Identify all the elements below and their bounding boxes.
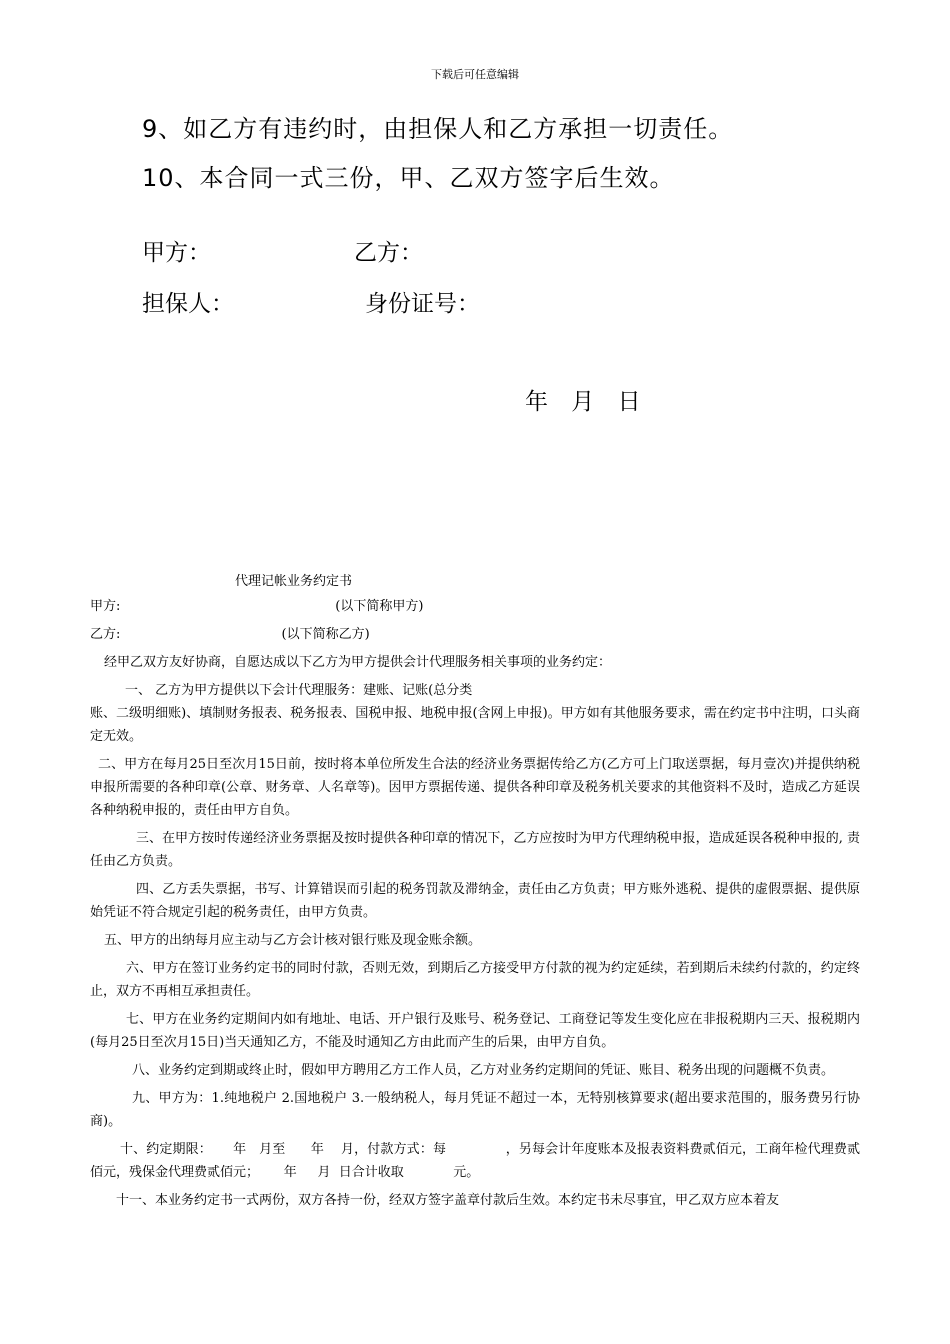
clause-2: 二、甲方在每月25日至次月15日前，按时将本单位所发生合法的经济业务票据传给乙方(乙方可上门取送票据，每月壹次)并提供纳税申报所需要的各种印章(公章、财务章、人名章等)。因甲方票据传递、提供各种印章及税务机关要求的其他资料不及时，造成乙方延误各种纳税申报的，责任由甲方自负。 (90, 757, 860, 818)
header-note: 下载后可任意编辑 (431, 68, 519, 81)
party-a-line: 甲方: (以下简称甲方) (90, 599, 424, 614)
clause-1-line: 一、 乙方为甲方提供以下会计代理服务：建账、记账(总分类 (125, 683, 473, 698)
clause-6: 六、甲方在签订业务约定书的同时付款，否则无效，到期后乙方接受甲方付款的视为约定延续，若到期后未续约付款的，约定终止，双方不再相互承担责任。 (90, 961, 860, 999)
clause-9-agreement: 九、甲方为：1.纯地税户 2.国地税户 3.一般纳税人，每月凭证不超过一本，无特别核算要求(超出要求范围的，服务费另行协商)。 (90, 1091, 860, 1129)
clause-10-agreement: 十、约定期限： 年 月至 年 月，付款方式：每 ，另每会计年度账本及报表资料费贰佰元，工商年检代理费贰佰元，残保金代理费贰佰元； 年 月 日合计收取 元。 (90, 1142, 860, 1180)
clause-7: 七、甲方在业务约定期间内如有地址、电话、开户银行及账号、税务登记、工商登记等发生变化应在非报税期内三天、报税期内(每月25日至次月15日)当天通知乙方，不能及时通知乙方由此而产生的后果，由甲方自负。 (90, 1012, 860, 1050)
intro-paragraph: 经甲乙双方友好协商，自愿达成以下乙方为甲方提供会计代理服务相关事项的业务约定： (104, 655, 612, 670)
clause-9: 9、如乙方有违约时，由担保人和乙方承担一切责任。 (142, 115, 734, 143)
party-b-label: 乙方： (354, 240, 423, 266)
clause-11-agreement: 十一、本业务约定书一式两份，双方各持一份，经双方签字盖章付款后生效。本约定书未尽事宜，甲乙双方应本着友 (116, 1193, 780, 1208)
clause-8: 八、业务约定到期或终止时，假如甲方聘用乙方工作人员，乙方对业务约定期间的凭证、账目、税务出现的问题概不负责。 (132, 1063, 835, 1078)
date-line: 年 月 日 (525, 389, 649, 415)
clause-5: 五、甲方的出纳每月应主动与乙方会计核对银行账及现金账余额。 (104, 933, 482, 948)
clause-3: 三、在甲方按时传递经济业务票据及按时提供各种印章的情况下，乙方应按时为甲方代理纳税申报，造成延误各税种申报的, 责任由乙方负责。 (90, 831, 860, 869)
agreement-title: 代理记帐业务约定书 (235, 574, 353, 589)
clause-1-rest: 账、二级明细账)、填制财务报表、税务报表、国税申报、地税申报(含网上申报)。甲方如有其他服务要求，需在约定书中注明，口头商定无效。 (90, 706, 860, 744)
party-b-line: 乙方: (以下简称乙方) (90, 627, 370, 642)
agreement-body (90, 595, 860, 1212)
clause-4: 四、乙方丢失票据，书写、计算错误而引起的税务罚款及滞纳金，责任由乙方负责；甲方账外逃税、提供的虚假票据、提供原始凭证不符合规定引起的税务责任，由甲方负责。 (90, 882, 860, 920)
id-number-label: 身份证号： (365, 291, 480, 317)
party-a-label: 甲方： (142, 240, 211, 266)
guarantor-label: 担保人： (142, 291, 234, 317)
clause-10: 10、本合同一式三份，甲、乙双方签字后生效。 (142, 164, 675, 192)
